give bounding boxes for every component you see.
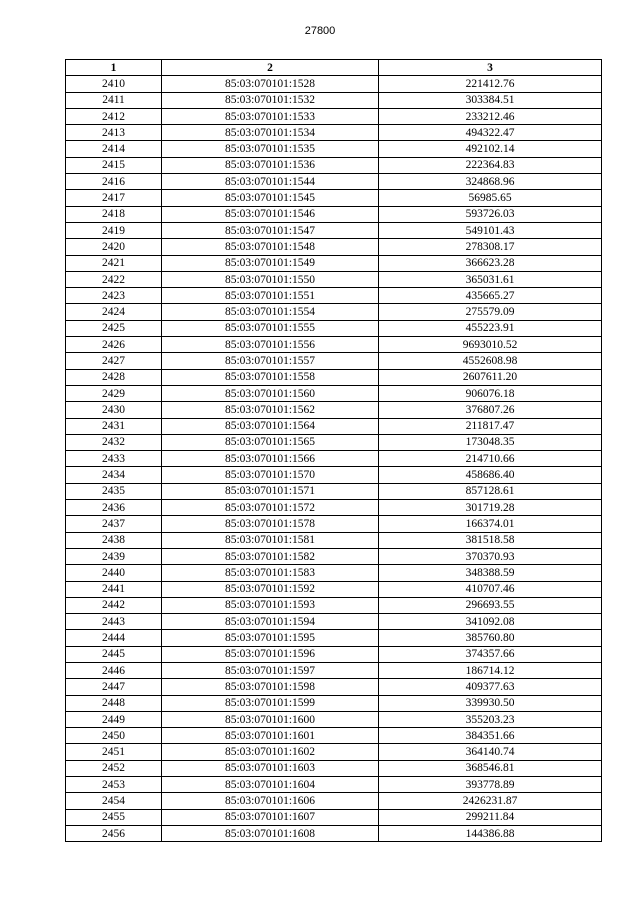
table-row [66,744,602,760]
row-number-cell: 2425 [66,320,162,336]
value-cell: 299211.84 [379,809,602,825]
row-number-cell: 2446 [66,662,162,678]
cadastral-number-cell: 85:03:070101:1604 [162,777,379,793]
table-body [66,76,602,842]
table-row [66,125,602,141]
table-row [66,695,602,711]
row-number-cell: 2428 [66,369,162,385]
value-cell: 296693.55 [379,597,602,613]
value-cell: 494322.47 [379,125,602,141]
data-table [65,59,602,842]
cadastral-number-cell: 85:03:070101:1592 [162,581,379,597]
cadastral-number-cell: 85:03:070101:1600 [162,711,379,727]
cadastral-number-cell: 85:03:070101:1536 [162,157,379,173]
table-row [66,777,602,793]
cadastral-number-cell: 85:03:070101:1570 [162,467,379,483]
table-row [66,825,602,841]
row-number-cell: 2416 [66,174,162,190]
row-number-cell: 2444 [66,630,162,646]
value-cell: 233212.46 [379,108,602,124]
cadastral-number-cell: 85:03:070101:1534 [162,125,379,141]
value-cell: 348388.59 [379,565,602,581]
row-number-cell: 2414 [66,141,162,157]
column-header-3: 3 [379,60,602,76]
value-cell: 368546.81 [379,760,602,776]
cadastral-number-cell: 85:03:070101:1601 [162,728,379,744]
page-number: 27800 [304,25,336,37]
cadastral-number-cell: 85:03:070101:1571 [162,483,379,499]
row-number-cell: 2440 [66,565,162,581]
table-row [66,174,602,190]
table-header [66,60,602,76]
row-number-cell: 2415 [66,157,162,173]
table-row [66,353,602,369]
table-row [66,92,602,108]
cadastral-number-cell: 85:03:070101:1595 [162,630,379,646]
table-row [66,239,602,255]
table-row [66,255,602,271]
value-cell: 222364.83 [379,157,602,173]
row-number-cell: 2441 [66,581,162,597]
value-cell: 339930.50 [379,695,602,711]
cadastral-number-cell: 85:03:070101:1572 [162,500,379,516]
column-header-1: 1 [66,60,162,76]
cadastral-number-cell: 85:03:070101:1535 [162,141,379,157]
table-row [66,320,602,336]
cadastral-number-cell: 85:03:070101:1556 [162,337,379,353]
table-row [66,711,602,727]
value-cell: 458686.40 [379,467,602,483]
row-number-cell: 2456 [66,825,162,841]
value-cell: 324868.96 [379,174,602,190]
cadastral-number-cell: 85:03:070101:1593 [162,597,379,613]
table-row [66,565,602,581]
table-row [66,304,602,320]
row-number-cell: 2449 [66,711,162,727]
value-cell: 303384.51 [379,92,602,108]
row-number-cell: 2451 [66,744,162,760]
cadastral-number-cell: 85:03:070101:1596 [162,646,379,662]
row-number-cell: 2447 [66,679,162,695]
value-cell: 2426231.87 [379,793,602,809]
value-cell: 365031.61 [379,271,602,287]
table-row [66,532,602,548]
row-number-cell: 2421 [66,255,162,271]
table-row [66,728,602,744]
table-row [66,434,602,450]
table-row [66,206,602,222]
column-header-2: 2 [162,60,379,76]
cadastral-number-cell: 85:03:070101:1597 [162,662,379,678]
row-number-cell: 2433 [66,451,162,467]
row-number-cell: 2445 [66,646,162,662]
value-cell: 366623.28 [379,255,602,271]
row-number-cell: 2455 [66,809,162,825]
cadastral-number-cell: 85:03:070101:1583 [162,565,379,581]
row-number-cell: 2423 [66,288,162,304]
row-number-cell: 2448 [66,695,162,711]
row-number-cell: 2430 [66,402,162,418]
row-number-cell: 2426 [66,337,162,353]
cadastral-number-cell: 85:03:070101:1602 [162,744,379,760]
table-row [66,271,602,287]
table-row [66,222,602,238]
value-cell: 906076.18 [379,385,602,401]
cadastral-number-cell: 85:03:070101:1555 [162,320,379,336]
value-cell: 144386.88 [379,825,602,841]
cadastral-number-cell: 85:03:070101:1581 [162,532,379,548]
value-cell: 435665.27 [379,288,602,304]
value-cell: 214710.66 [379,451,602,467]
table-row [66,614,602,630]
row-number-cell: 2427 [66,353,162,369]
value-cell: 385760.80 [379,630,602,646]
row-number-cell: 2420 [66,239,162,255]
cadastral-number-cell: 85:03:070101:1532 [162,92,379,108]
value-cell: 278308.17 [379,239,602,255]
value-cell: 381518.58 [379,532,602,548]
cadastral-number-cell: 85:03:070101:1564 [162,418,379,434]
row-number-cell: 2437 [66,516,162,532]
row-number-cell: 2422 [66,271,162,287]
row-number-cell: 2438 [66,532,162,548]
value-cell: 455223.91 [379,320,602,336]
table-row [66,581,602,597]
value-cell: 370370.93 [379,548,602,564]
cadastral-number-cell: 85:03:070101:1598 [162,679,379,695]
row-number-cell: 2429 [66,385,162,401]
value-cell: 221412.76 [379,76,602,92]
value-cell: 857128.61 [379,483,602,499]
table-row [66,548,602,564]
cadastral-number-cell: 85:03:070101:1558 [162,369,379,385]
value-cell: 9693010.52 [379,337,602,353]
cadastral-number-cell: 85:03:070101:1554 [162,304,379,320]
header-row [66,60,602,76]
value-cell: 409377.63 [379,679,602,695]
row-number-cell: 2435 [66,483,162,499]
value-cell: 2607611.20 [379,369,602,385]
table-row [66,190,602,206]
row-number-cell: 2443 [66,614,162,630]
value-cell: 173048.35 [379,434,602,450]
table-row [66,793,602,809]
table-row [66,630,602,646]
row-number-cell: 2434 [66,467,162,483]
cadastral-number-cell: 85:03:070101:1551 [162,288,379,304]
row-number-cell: 2453 [66,777,162,793]
cadastral-number-cell: 85:03:070101:1550 [162,271,379,287]
cadastral-number-cell: 85:03:070101:1565 [162,434,379,450]
value-cell: 593726.03 [379,206,602,222]
row-number-cell: 2432 [66,434,162,450]
value-cell: 211817.47 [379,418,602,434]
value-cell: 384351.66 [379,728,602,744]
table-row [66,662,602,678]
table-row [66,141,602,157]
row-number-cell: 2431 [66,418,162,434]
value-cell: 492102.14 [379,141,602,157]
value-cell: 4552608.98 [379,353,602,369]
row-number-cell: 2450 [66,728,162,744]
row-number-cell: 2454 [66,793,162,809]
cadastral-number-cell: 85:03:070101:1578 [162,516,379,532]
table-row [66,483,602,499]
row-number-cell: 2418 [66,206,162,222]
table-row [66,516,602,532]
value-cell: 374357.66 [379,646,602,662]
row-number-cell: 2424 [66,304,162,320]
row-number-cell: 2439 [66,548,162,564]
table-row [66,467,602,483]
table-row [66,337,602,353]
value-cell: 376807.26 [379,402,602,418]
table-row [66,500,602,516]
value-cell: 355203.23 [379,711,602,727]
cadastral-number-cell: 85:03:070101:1582 [162,548,379,564]
value-cell: 56985.65 [379,190,602,206]
table-row [66,385,602,401]
row-number-cell: 2411 [66,92,162,108]
cadastral-number-cell: 85:03:070101:1528 [162,76,379,92]
row-number-cell: 2436 [66,500,162,516]
table-row [66,369,602,385]
cadastral-number-cell: 85:03:070101:1607 [162,809,379,825]
cadastral-number-cell: 85:03:070101:1547 [162,222,379,238]
table-row [66,288,602,304]
cadastral-number-cell: 85:03:070101:1560 [162,385,379,401]
row-number-cell: 2412 [66,108,162,124]
value-cell: 186714.12 [379,662,602,678]
row-number-cell: 2442 [66,597,162,613]
value-cell: 341092.08 [379,614,602,630]
cadastral-number-cell: 85:03:070101:1566 [162,451,379,467]
table-row [66,76,602,92]
row-number-cell: 2413 [66,125,162,141]
row-number-cell: 2410 [66,76,162,92]
table-row [66,597,602,613]
cadastral-number-cell: 85:03:070101:1533 [162,108,379,124]
row-number-cell: 2419 [66,222,162,238]
table-row [66,679,602,695]
cadastral-number-cell: 85:03:070101:1548 [162,239,379,255]
row-number-cell: 2452 [66,760,162,776]
table-row [66,646,602,662]
value-cell: 301719.28 [379,500,602,516]
table-row [66,157,602,173]
cadastral-number-cell: 85:03:070101:1603 [162,760,379,776]
cadastral-number-cell: 85:03:070101:1599 [162,695,379,711]
cadastral-number-cell: 85:03:070101:1608 [162,825,379,841]
cadastral-number-cell: 85:03:070101:1549 [162,255,379,271]
value-cell: 410707.46 [379,581,602,597]
value-cell: 166374.01 [379,516,602,532]
row-number-cell: 2417 [66,190,162,206]
cadastral-number-cell: 85:03:070101:1562 [162,402,379,418]
value-cell: 549101.43 [379,222,602,238]
cadastral-number-cell: 85:03:070101:1557 [162,353,379,369]
cadastral-number-cell: 85:03:070101:1545 [162,190,379,206]
cadastral-number-cell: 85:03:070101:1606 [162,793,379,809]
value-cell: 393778.89 [379,777,602,793]
table-row [66,402,602,418]
value-cell: 364140.74 [379,744,602,760]
table-row [66,108,602,124]
table-row [66,451,602,467]
value-cell: 275579.09 [379,304,602,320]
table-row [66,760,602,776]
table-row [66,809,602,825]
cadastral-number-cell: 85:03:070101:1594 [162,614,379,630]
cadastral-number-cell: 85:03:070101:1546 [162,206,379,222]
table-row [66,418,602,434]
cadastral-number-cell: 85:03:070101:1544 [162,174,379,190]
